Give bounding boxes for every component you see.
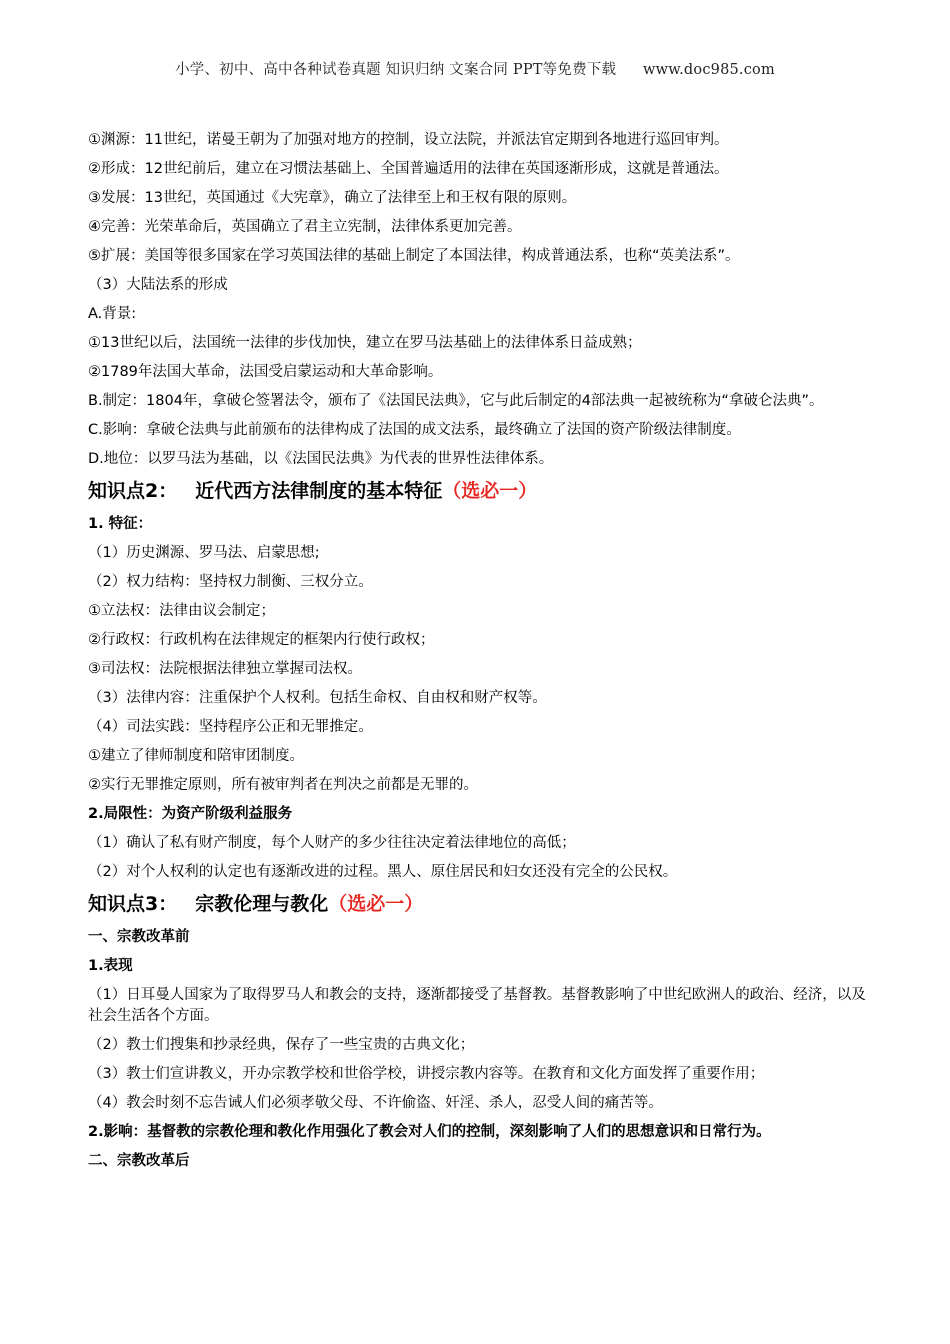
paragraph: （3）教士们宣讲教义，开办宗教学校和世俗学校，讲授宗教内容等。在教育和文化方面发挥了重要作用； xyxy=(88,1066,765,1082)
section-heading-label: 知识点2： xyxy=(88,480,178,502)
sub-heading: 1.表现 xyxy=(88,958,133,974)
paragraph: ③司法权：法院根据法律独立掌握司法权。 xyxy=(88,661,362,677)
paragraph: （1）确认了私有财产制度，每个人财产的多少往往决定着法律地位的高低； xyxy=(88,835,576,851)
paragraph: ①渊源：11世纪，诺曼王朝为了加强对地方的控制，设立法院，并派法官定期到各地进行巡回审判。 xyxy=(88,132,729,148)
paragraph: ③发展：13世纪，英国通过《大宪章》，确立了法律至上和王权有限的原则。 xyxy=(88,190,577,206)
paragraph: 2.影响：基督教的宗教伦理和教化作用强化了教会对人们的控制，深刻影响了人们的思想意识和日常行为。 xyxy=(88,1124,771,1140)
section-heading-title: 近代西方法律制度的基本特征 xyxy=(195,480,443,502)
paragraph: ②形成：12世纪前后，建立在习惯法基础上、全国普遍适用的法律在英国逐渐形成，这就是普通法。 xyxy=(88,161,729,177)
sub-heading: 一、宗教改革前 xyxy=(88,929,190,945)
paragraph: A.背景: xyxy=(88,306,137,322)
paragraph: ①建立了律师制度和陪审团制度。 xyxy=(88,748,304,764)
paragraph: （4）教会时刻不忘告诫人们必须孝敬父母、不许偷盗、奸淫、杀人，忍受人间的痛苦等。 xyxy=(88,1095,663,1111)
sub-heading: 1. 特征： xyxy=(88,516,153,532)
paragraph: （1）日耳曼人国家为了取得罗马人和教会的支持，逐渐都接受了基督教。基督教影响了中世纪欧洲人的政治、经济，以及社会生活各个方面。 xyxy=(88,987,866,1024)
header-text: 小学、初中、高中各种试卷真题 知识归纳 文案合同 PPT等免费下载 xyxy=(175,62,617,78)
document-body xyxy=(88,130,878,1180)
paragraph: ②1789年法国大革命，法国受启蒙运动和大革命影响。 xyxy=(88,364,443,380)
paragraph: （2）教士们搜集和抄录经典，保存了一些宝贵的古典文化； xyxy=(88,1037,475,1053)
sub-heading: （3）大陆法系的形成 xyxy=(88,277,228,293)
page-header xyxy=(0,58,950,79)
paragraph: （4）司法实践：坚持程序公正和无罪推定。 xyxy=(88,719,373,735)
paragraph: ②实行无罪推定原则，所有被审判者在判决之前都是无罪的。 xyxy=(88,777,478,793)
section-heading-tag: （选必一） xyxy=(442,480,538,502)
paragraph: C.影响：拿破仑法典与此前颁布的法律构成了法国的成文法系，最终确立了法国的资产阶级法律制度。 xyxy=(88,422,741,438)
paragraph: ⑤扩展：美国等很多国家在学习英国法律的基础上制定了本国法律，构成普通法系，也称“英美法系”。 xyxy=(88,248,740,264)
paragraph: ①立法权：法律由议会制定； xyxy=(88,603,275,619)
paragraph: ①13世纪以后，法国统一法律的步伐加快，建立在罗马法基础上的法律体系日益成熟； xyxy=(88,335,642,351)
header-url[interactable]: www.doc985.com xyxy=(642,62,775,78)
section-heading-3 xyxy=(88,891,878,917)
section-heading-label: 知识点3： xyxy=(88,893,178,915)
sub-heading: 二、宗教改革后 xyxy=(88,1153,190,1169)
paragraph: B.制定：1804年，拿破仑签署法令，颁布了《法国民法典》，它与此后制定的4部法典一起被统称为“拿破仑法典”。 xyxy=(88,393,824,409)
paragraph: （2）权力结构：坚持权力制衡、三权分立。 xyxy=(88,574,373,590)
paragraph: （3）法律内容：注重保护个人权利。包括生命权、自由权和财产权等。 xyxy=(88,690,547,706)
paragraph: D.地位：以罗马法为基础，以《法国民法典》为代表的世界性法律体系。 xyxy=(88,451,554,467)
paragraph: ②行政权：行政机构在法律规定的框架内行使行政权； xyxy=(88,632,435,648)
sub-heading: 2.局限性：为资产阶级利益服务 xyxy=(88,806,293,822)
section-heading-2 xyxy=(88,478,878,504)
paragraph: （2）对个人权利的认定也有逐渐改进的过程。黑人、原住居民和妇女还没有完全的公民权。 xyxy=(88,864,678,880)
section-heading-title: 宗教伦理与教化 xyxy=(195,893,329,915)
paragraph: ④完善：光荣革命后，英国确立了君主立宪制，法律体系更加完善。 xyxy=(88,219,522,235)
paragraph: （1）历史渊源、罗马法、启蒙思想; xyxy=(88,545,320,561)
section-heading-tag: （选必一） xyxy=(328,893,424,915)
